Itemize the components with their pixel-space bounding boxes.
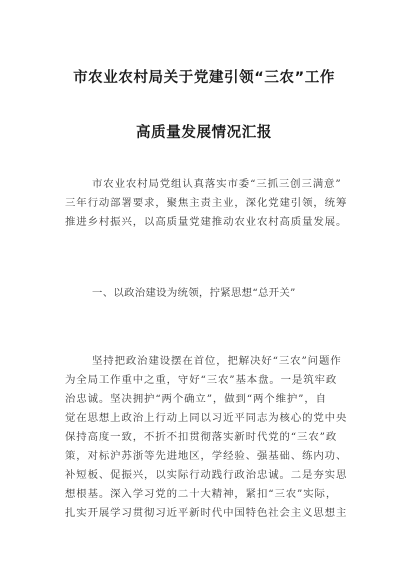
body-line: 坚持把政治建设摆在首位，把解决好“三农”问题作 (92, 355, 342, 367)
body-line: 策，对标沪苏浙等先进地区，学经验、强基础、练内功、 (65, 450, 348, 462)
section-heading: 一、以政治建设为统领，拧紧思想“总开关” (92, 287, 296, 299)
body-line: 补短板、促振兴，以实际行动践行政治忠诚。二是夯实思 (65, 469, 348, 481)
body-line: 想根基。深入学习党的二十大精神，紧扣“三农”实际， (65, 488, 338, 500)
body-line: 为全局工作重中之重，守好“三农”基本盘。一是筑牢政 (65, 374, 338, 386)
body-line: 觉在思想上政治上行动上同以习近平同志为核心的党中央 (65, 412, 348, 424)
body-line: 保持高度一致，不折不扣贯彻落实新时代党的“三农”政 (65, 431, 338, 443)
intro-line: 推进乡村振兴，以高质量党建推动农业农村高质量发展。 (65, 216, 348, 228)
intro-line: 三年行动部署要求，聚焦主责主业，深化党建引领，统筹 (65, 197, 348, 209)
body-line: 治忠诚。坚决拥护“两个确立”，做到“两个维护”，自 (65, 393, 327, 405)
intro-line: 市农业农村局党组认真落实市委“三抓三创三满意” (92, 178, 342, 190)
document-title-line-1: 市农业农村局关于党建引领“三农”工作 (73, 70, 335, 86)
body-line: 扎实开展学习贯彻习近平新时代中国特色社会主义思想主 (65, 507, 348, 519)
document-title-line-2: 高质量发展情况汇报 (136, 125, 272, 141)
